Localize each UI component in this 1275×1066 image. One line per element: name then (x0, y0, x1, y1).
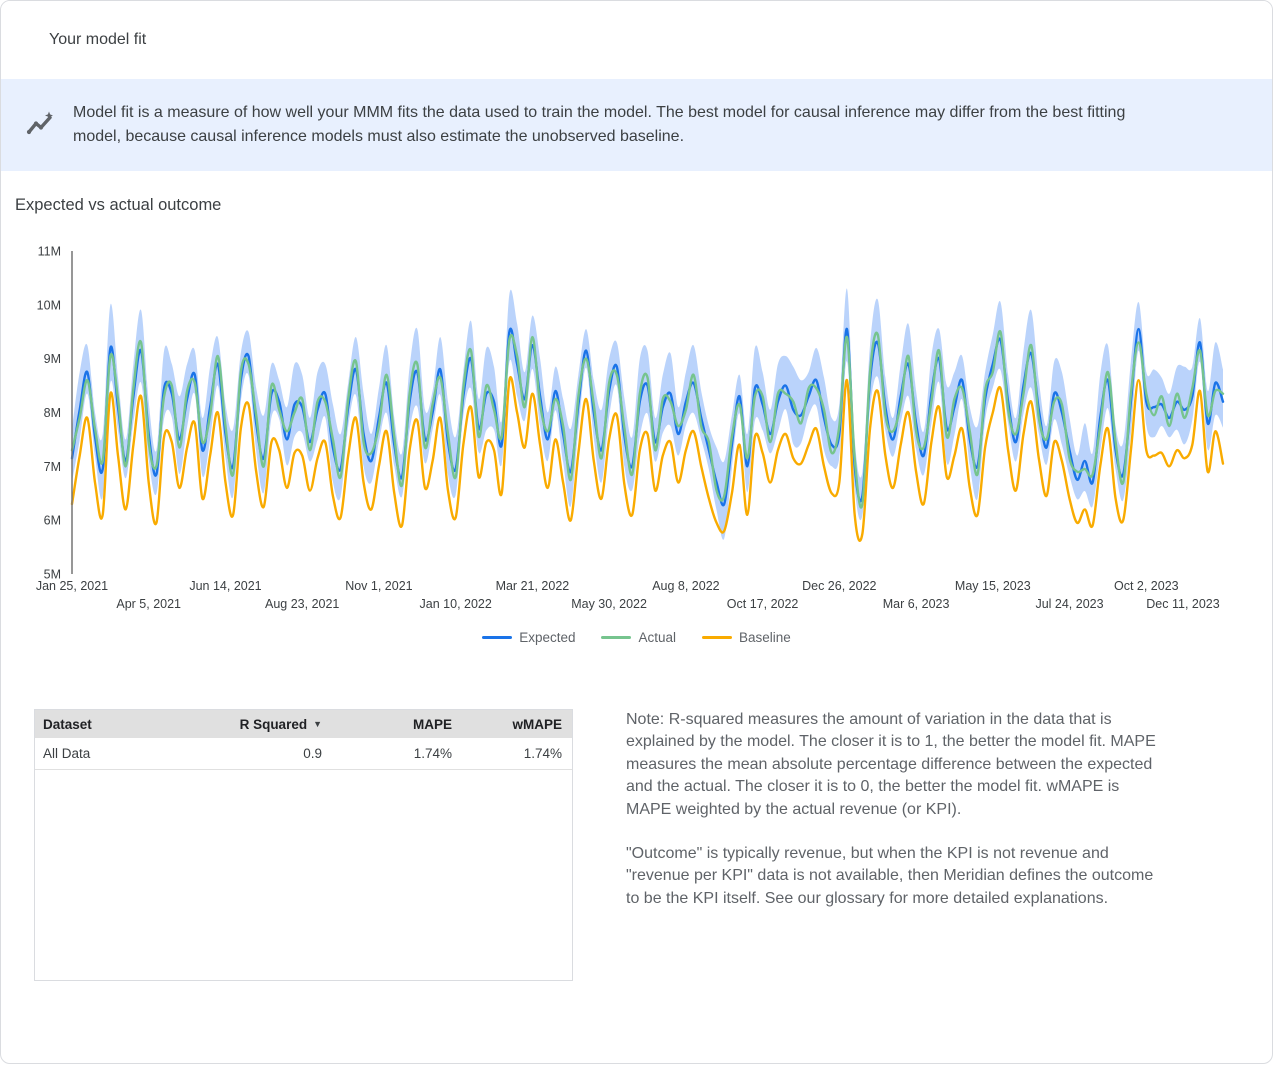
svg-text:Aug 23, 2021: Aug 23, 2021 (265, 597, 340, 611)
svg-text:Apr 5, 2021: Apr 5, 2021 (116, 597, 182, 611)
metrics-table (34, 709, 573, 981)
svg-text:May 30, 2022: May 30, 2022 (571, 597, 647, 611)
legend-item-expected[interactable] (482, 630, 575, 645)
cell-wmape: 1.74% (523, 746, 562, 761)
expected-vs-actual-chart (1, 223, 1273, 615)
bottom-section (1, 709, 1272, 981)
sort-desc-icon: ▼ (313, 718, 322, 729)
svg-text:10M: 10M (36, 298, 61, 313)
cell-dataset: All Data (43, 746, 91, 761)
svg-text:Jun 14, 2021: Jun 14, 2021 (189, 579, 262, 593)
svg-text:Jan 10, 2022: Jan 10, 2022 (419, 597, 492, 611)
legend-label-expected: Expected (519, 629, 576, 645)
svg-text:5M: 5M (43, 567, 61, 582)
banner-text: Model fit is a measure of how well your MMM fits the data used to train the model. The best model for causal inference may differ from the best fitting model, because causal inference models must also estimate the unobserved baseline. (73, 104, 1126, 145)
actual-line-swatch (601, 636, 631, 639)
table-row (35, 738, 572, 770)
note-paragraph-2: "Outcome" is typically revenue, but when the KPI is not revenue and "revenue per KPI" data is not available, then Meridian defines the outcome to be the KPI itself. See our glossary for more detailed explanations. (626, 845, 1154, 907)
col-header-mape[interactable]: MAPE (412, 716, 452, 732)
svg-text:Oct 2, 2023: Oct 2, 2023 (1113, 579, 1179, 593)
col-header-rsquared[interactable]: R Squared ▼ (239, 716, 322, 732)
cell-mape: 1.74% (413, 746, 452, 761)
svg-text:Nov 1, 2021: Nov 1, 2021 (345, 579, 413, 593)
svg-text:Oct 17, 2022: Oct 17, 2022 (726, 597, 799, 611)
svg-text:Jul 24, 2023: Jul 24, 2023 (1035, 597, 1104, 611)
insights-icon (25, 110, 55, 140)
col-header-wmape[interactable]: wMAPE (512, 716, 562, 732)
page-title: Your model fit (49, 31, 147, 48)
chart-legend (1, 627, 1272, 647)
svg-text:May 15, 2023: May 15, 2023 (954, 579, 1031, 593)
svg-text:Dec 11, 2023: Dec 11, 2023 (1146, 597, 1220, 611)
expected-line-swatch (482, 636, 512, 639)
legend-label-baseline: Baseline (739, 629, 791, 645)
svg-text:Mar 21, 2022: Mar 21, 2022 (495, 579, 570, 593)
svg-text:8M: 8M (43, 406, 61, 420)
metrics-table-header (35, 710, 572, 738)
baseline-line-swatch (702, 636, 732, 639)
svg-text:11M: 11M (37, 244, 61, 259)
legend-label-actual: Actual (638, 629, 677, 645)
svg-text:7M: 7M (43, 459, 61, 474)
svg-text:Jan 25, 2021: Jan 25, 2021 (35, 579, 109, 593)
info-banner (1, 79, 1272, 171)
legend-item-actual[interactable] (601, 630, 676, 645)
legend-item-baseline[interactable] (702, 630, 791, 645)
section-title: Expected vs actual outcome (15, 196, 222, 214)
cell-rsquared: 0.9 (303, 746, 322, 761)
svg-text:Mar 6, 2023: Mar 6, 2023 (882, 597, 950, 611)
svg-text:Dec 26, 2022: Dec 26, 2022 (802, 579, 877, 593)
svg-text:6M: 6M (43, 513, 61, 528)
note-paragraph-1: Note: R-squared measures the amount of variation in the data that is explained by the model. The closer it is to 1, the better the model fit. MAPE measures the mean absolute percentage difference between the expected and the actual. The closer it is to 0, the better the model fit. wMAPE is MAPE weighted by the actual revenue (or KPI). (626, 711, 1156, 818)
svg-text:9M: 9M (43, 352, 61, 367)
title-bar (1, 1, 1272, 79)
col-header-dataset[interactable]: Dataset (43, 716, 92, 732)
note-text (626, 709, 1166, 981)
content-area (1, 196, 1272, 981)
svg-text:Aug 8, 2022: Aug 8, 2022 (652, 579, 720, 593)
